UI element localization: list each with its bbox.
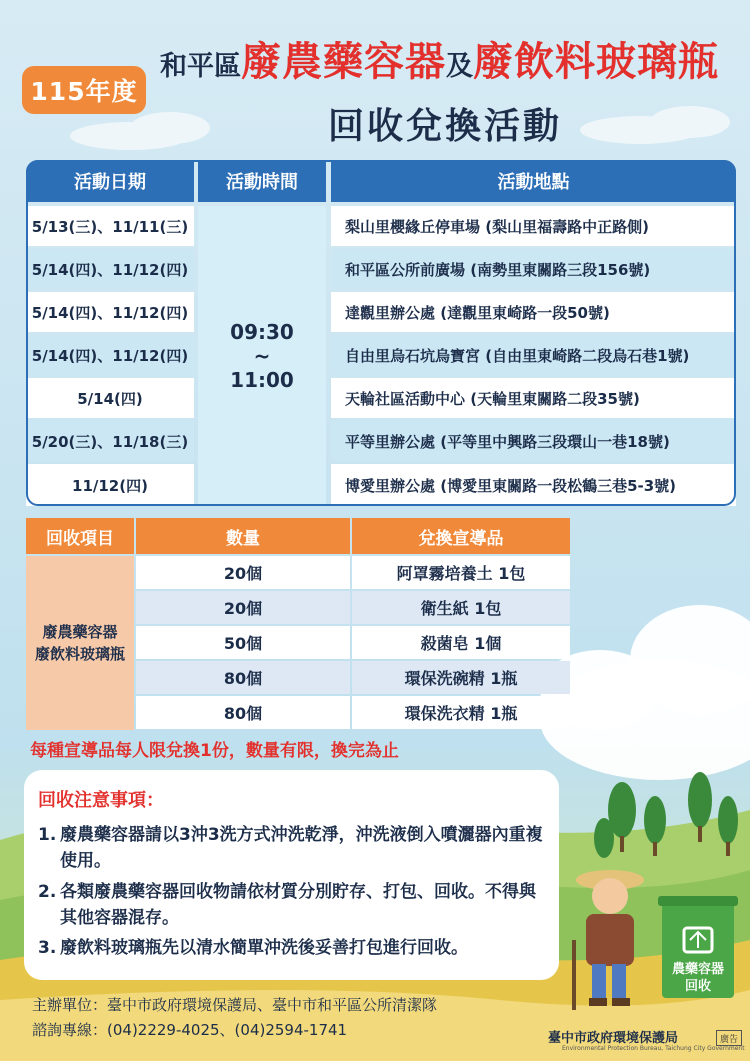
note-text: 各類廢農藥容器回收物請依材質分別貯存、打包、回收。不得與其他容器混存。 [60,881,536,929]
hotline-text: 諮詢專線：(04)2229-4025、(04)2594-1741 [32,1021,348,1039]
schedule-header-place: 活動地點 [331,160,736,202]
time-start: 09:30 [230,320,294,344]
schedule-date: 11/12(四) [26,464,194,506]
ad-tag: 廣告 [716,1030,742,1046]
schedule-date: 5/14(四)、11/12(四) [26,292,194,332]
recycle-qty: 20個 [136,556,350,589]
organizer-text: 主辦單位：臺中市政府環境保護局、臺中市和平區公所清潔隊 [32,996,438,1014]
note-number: 2. [38,881,57,902]
exchange-limit-notice: 每種宣導品每人限兌換1份，數量有限，換完為止 [30,741,399,761]
page-subtitle: 回收兌換活動 [327,106,562,147]
title-item2: 廢飲料玻璃瓶 [473,39,719,85]
recycle-table [26,518,570,730]
recycle-item-line2: 廢飲料玻璃瓶 [34,645,125,663]
notes-panel [24,770,559,980]
note-text: 廢農藥容器請以3沖3洗方式沖洗乾淨，沖洗液倒入噴灑器內重複使用。 [60,825,543,872]
recycle-qty: 80個 [136,661,350,694]
bin-label-line2: 回收 [684,978,711,994]
schedule-place: 自由里烏石坑烏寶宮 (自由里東崎路二段烏石巷1號) [331,335,736,375]
note-number: 1. [38,825,57,845]
recycle-gift: 殺菌皂 1個 [352,626,570,659]
note-item [38,879,545,932]
schedule-place: 平等里辦公處 (平等里中興路三段環山一巷18號) [331,421,736,461]
schedule-date: 5/14(四)、11/12(四) [26,249,194,289]
schedule-place: 達觀里辦公處 (達觀里東崎路一段50號) [331,292,736,332]
schedule-place: 和平區公所前廣場 (南勢里東關路三段156號) [331,249,736,289]
recycle-header-qty: 數量 [136,518,350,554]
schedule-place: 梨山里櫻緣丘停車場 (梨山里福壽路中正路側) [331,206,736,246]
schedule-header-time: 活動時間 [198,160,326,202]
recycle-qty: 80個 [136,696,350,729]
recycle-item [26,556,134,730]
recycle-header-item: 回收項目 [26,518,134,554]
note-text: 廢飲料玻璃瓶先以清水簡單沖洗後妥善打包進行回收。 [60,938,468,959]
schedule-header-date: 活動日期 [26,160,194,202]
schedule-date: 5/13(三)、11/11(三) [26,206,194,246]
bin-label-line1: 農藥容器 [671,962,724,977]
schedule-date: 5/20(三)、11/18(三) [26,421,194,461]
time-end: 11:00 [230,368,294,392]
schedule-time [198,206,326,506]
schedule-date: 5/14(四) [26,378,194,418]
recycle-gift: 阿罩霧培養土 1包 [352,556,570,589]
schedule-place: 博愛里辦公處 (博愛里東關路一段松鶴三巷5-3號) [331,464,736,506]
year-badge: 115年度 [22,66,146,114]
schedule-place: 天輪社區活動中心 (天輪里東關路二段35號) [331,378,736,418]
note-item [38,822,545,875]
recycle-qty: 50個 [136,626,350,659]
recycle-header-gift: 兌換宣導品 [352,518,570,554]
notes-title: 回收注意事項： [38,790,164,811]
schedule-date: 5/14(四)、11/12(四) [26,335,194,375]
recycle-gift: 環保洗衣精 1瓶 [352,696,570,729]
note-item [38,935,545,961]
gov-logo-name: 臺中市政府環境保護局 [548,1031,679,1046]
gov-logo-subtitle: Environmental Protection Bureau, Taichung City Government [562,1045,745,1052]
recycle-bin-label [660,962,736,996]
time-separator: ~ [253,344,271,368]
note-number: 3. [38,938,57,959]
recycle-gift: 衛生紙 1包 [352,591,570,624]
schedule-table [26,160,736,506]
recycle-gift: 環保洗碗精 1瓶 [352,661,570,694]
recycle-qty: 20個 [136,591,350,624]
title-prefix: 和平區 [160,51,241,82]
page-title [160,30,740,87]
title-joiner: 及 [446,51,473,82]
title-item1: 廢農藥容器 [241,39,446,85]
recycle-item-line1: 廢農藥容器 [42,622,118,641]
